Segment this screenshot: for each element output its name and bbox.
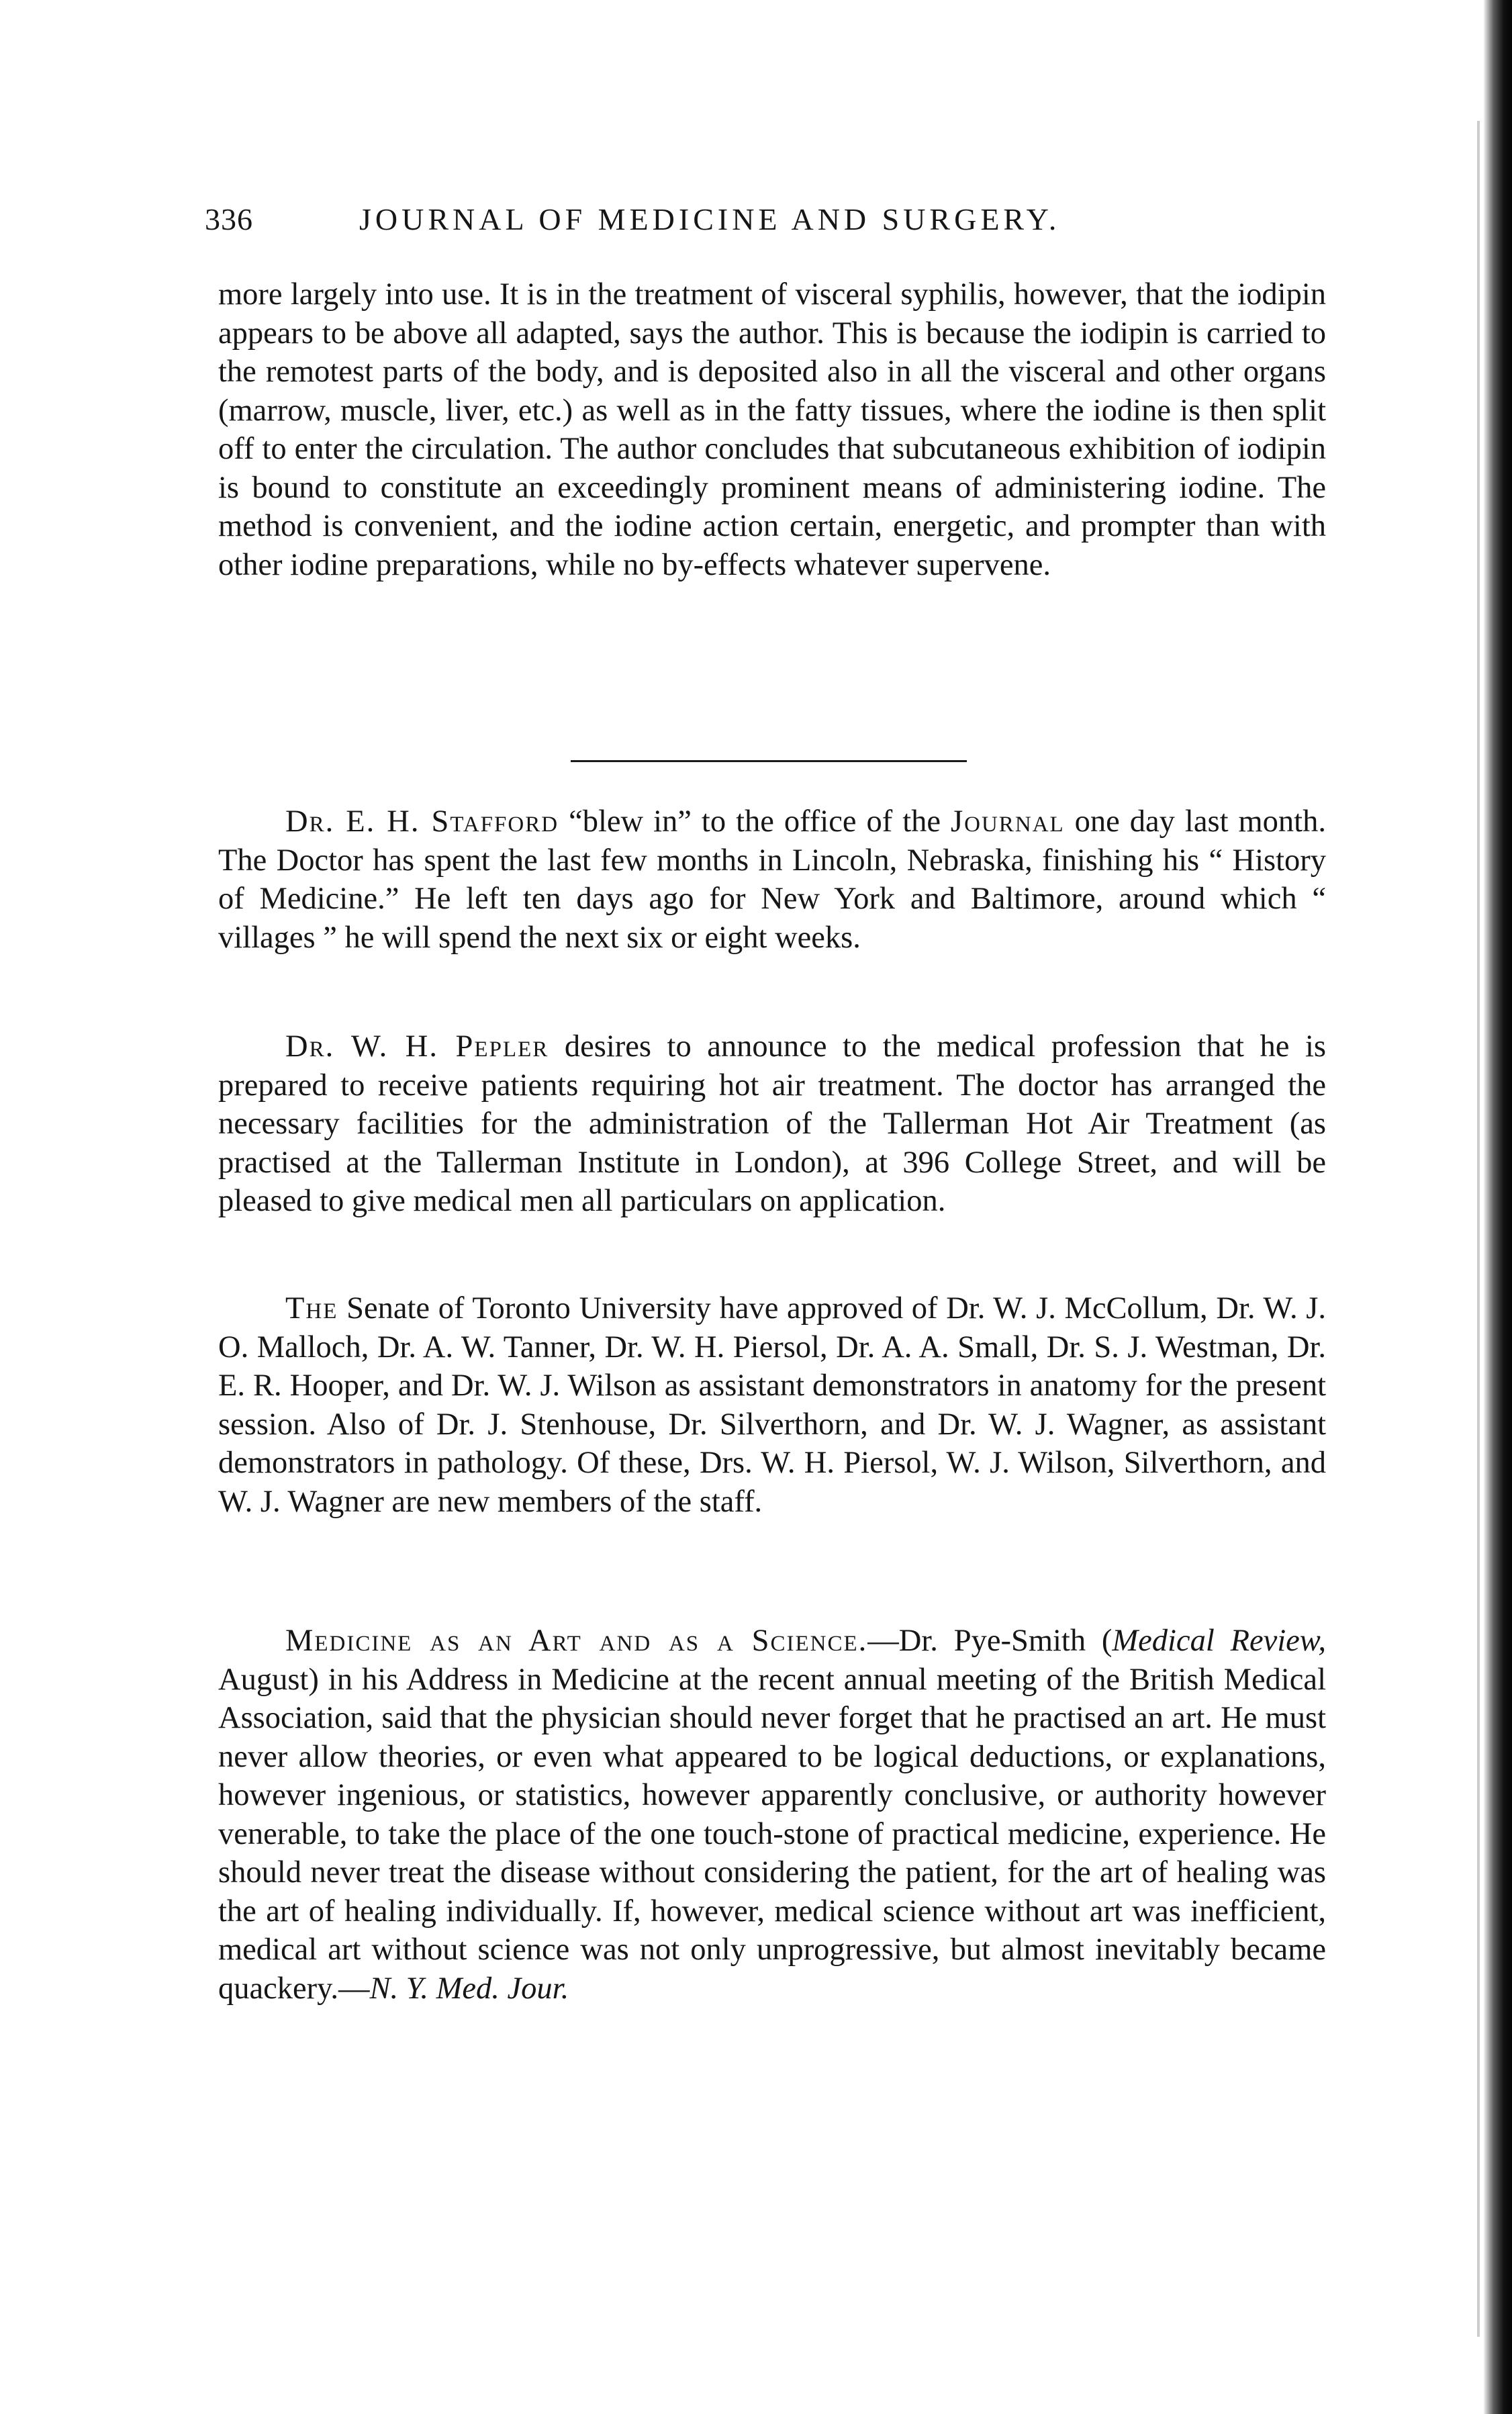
- medicine-source: Medical Review,: [1112, 1624, 1326, 1658]
- senate-lead: The: [285, 1291, 338, 1326]
- senate-text: Senate of Toronto University have approved of Dr. W. J. McCollum, Dr. W. J. O. Malloch, Dr. A. W. Tanner, Dr. W. H. Piersol, Dr. A. A. Small, Dr. S. J. Westman, Dr. E. R. Hooper, and Dr. W. J. Wilson as assistant demonstrators in anatomy for the present session. Also of Dr. J. Stenhouse, Dr. Silverthorn, and Dr. W. J. Wagner, as assistant demonstrators in pathology. Of these, Drs. W. H. Piersol, W. J. Wilson, Silverthorn, and W. J. Wagner are new members of the staff.: [218, 1291, 1326, 1519]
- pepler-paragraph: [218, 1027, 1326, 1221]
- medicine-text: August) in his Address in Medicine at the recent annual meeting of the British Medical Association, said that the physician should never forget that he practised an art. He must never allow theories, or even what appeared to be logical deductions, or explanations, however ingenious, or statistics, however apparently conclusive, or authority however venerable, to take the place of the one touch-stone of practical medicine, experience. He should never treat the disease without considering the patient, for the art of healing was the art of healing individually. If, however, medical science without art was inefficient, medical art without science was not only unprogressive, but almost inevitably became quackery.—: [218, 1662, 1326, 2006]
- continuation-paragraph: [218, 275, 1326, 584]
- stafford-lead: Dr. E. H. Stafford: [285, 804, 559, 839]
- continuation-text: more largely into use. It is in the treatment of visceral syphilis, however, that the iodipin appears to be above all adapted, says the author. This is because the iodipin is carried to the remotest parts of the body, and is deposited also in all the visceral and other organs (marrow, muscle, liver, etc.) as well as in the fatty tissues, where the iodine is then split off to enter the circulation. The author concludes that subcutaneous exhibition of iodipin is bound to constitute an exceedingly prominent means of administering iodine. The method is convenient, and the iodine action certain, energetic, and prompter than with other iodine preparations, while no by-effects whatever supervene.: [218, 277, 1326, 582]
- page-shadow-line: [1477, 121, 1480, 2337]
- page-header: [205, 201, 1333, 255]
- medicine-dash: —Dr. Pye-Smith (: [867, 1624, 1113, 1658]
- medicine-citation: N. Y. Med. Jour.: [369, 1971, 569, 2006]
- stafford-journal: Journal: [951, 804, 1065, 839]
- stafford-rest: one day last month. The Doctor has spent the last few months in Lincoln, Nebraska, finishing his “ History of Medicine.” He left ten days ago for New York and Baltimore, around which “ villages ” he will spend the next six or eight weeks.: [218, 804, 1326, 955]
- page-number: 336: [205, 202, 253, 236]
- medicine-lead: Medicine as an Art and as a Science.: [285, 1624, 868, 1658]
- pepler-lead: Dr. W. H. Pepler: [285, 1029, 549, 1064]
- senate-paragraph: [218, 1289, 1326, 1521]
- binding-edge: [1484, 0, 1512, 2414]
- pepler-text: desires to announce to the medical profession that he is prepared to receive patients requiring hot air treatment. The doctor has arranged the necessary facilities for the administration of the Tallerman Hot Air Treatment (as practised at the Tallerman Institute in London), at 396 College Street, and will be pleased to give medical men all particulars on application.: [218, 1029, 1326, 1218]
- stafford-paragraph: [218, 802, 1326, 957]
- stafford-text: “blew in” to the office of the: [559, 804, 951, 839]
- section-divider: [571, 760, 967, 762]
- medicine-paragraph: [218, 1622, 1326, 2008]
- running-title: JOURNAL OF MEDICINE AND SURGERY.: [359, 202, 1061, 236]
